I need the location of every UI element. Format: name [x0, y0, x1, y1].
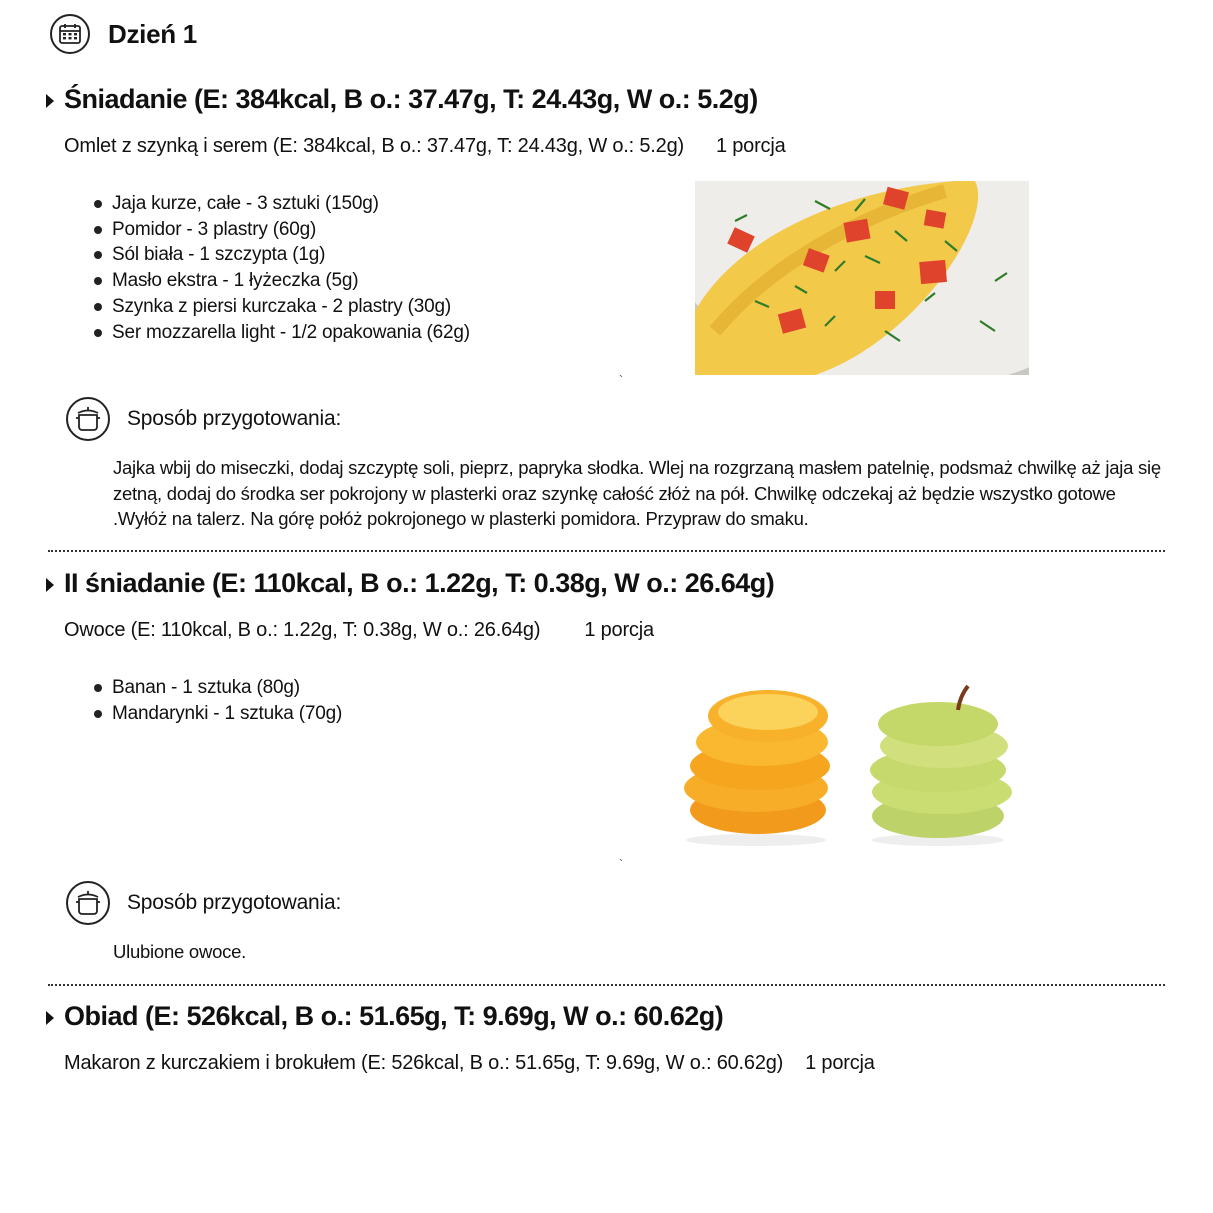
dish-portion: 1 porcja — [805, 1052, 875, 1074]
dish-line — [64, 619, 654, 642]
dish-name: Owoce (E: 110kcal, B o.: 1.22g, T: 0.38g, W o.: 26.64g) — [64, 619, 541, 641]
meal-title-text: II śniadanie (E: 110kcal, B o.: 1.22g, T: 0.38g, W o.: 26.64g) — [64, 568, 775, 598]
caret-right-icon — [46, 94, 54, 108]
prep-header — [66, 397, 341, 441]
day-title: Dzień 1 — [108, 18, 197, 49]
cooking-pot-icon — [66, 397, 110, 441]
list-item: Mandarynki - 1 sztuka (70g) — [92, 701, 342, 727]
dish-line — [64, 1052, 875, 1075]
divider — [48, 550, 1165, 552]
calendar-icon — [50, 14, 90, 54]
list-item: Jaja kurze, całe - 3 sztuki (150g) — [92, 191, 470, 217]
ingredient-list — [92, 675, 342, 726]
meal-title-lunch[interactable] — [46, 1001, 723, 1032]
dish-portion: 1 porcja — [715, 135, 786, 157]
prep-title: Sposób przygotowania: — [127, 891, 342, 914]
dish-name: Omlet z szynką i serem (E: 384kcal, B o.: 37.47g, T: 24.43g, W o.: 5.2g) — [64, 135, 684, 157]
prep-text: Ulubione owoce. — [113, 941, 247, 962]
tick-mark: ` — [619, 373, 623, 387]
list-item: Banan - 1 sztuka (80g) — [92, 675, 342, 701]
dish-name: Makaron z kurczakiem i brokułem (E: 526kcal, B o.: 51.65g, T: 9.69g, W o.: 60.62g) — [64, 1052, 784, 1074]
list-item: Ser mozzarella light - 1/2 opakowania (62g) — [92, 320, 470, 346]
prep-text: Jajka wbij do miseczki, dodaj szczyptę soli, pieprz, papryka słodka. Wlej na rozgrzaną masłem patelnię, podsmaż chwilkę aż jaja się zetną, dodaj do środka ser pokrojony w plasterki oraz szynkę całość złóż na pół. Chwilkę odczekaj aż będzie wszystko gotowe .Wyłóż na talerz. Na górę połóż pokrojonego w plasterki pomidora. Przypraw do smaku. — [113, 457, 1161, 529]
tick-mark: ` — [619, 857, 623, 871]
prep-title: Sposób przygotowania: — [127, 407, 342, 430]
list-item: Sól biała - 1 szczypta (1g) — [92, 242, 470, 268]
dish-portion: 1 porcja — [584, 619, 654, 641]
meal-title-text: Obiad (E: 526kcal, B o.: 51.65g, T: 9.69g, W o.: 60.62g) — [64, 1001, 724, 1031]
meal-title-text: Śniadanie (E: 384kcal, B o.: 37.47g, T: 24.43g, W o.: 5.2g) — [64, 84, 758, 114]
day-header — [50, 14, 197, 54]
ingredient-list — [92, 191, 470, 345]
fruit-photo — [676, 680, 1016, 850]
list-item: Masło ekstra - 1 łyżeczka (5g) — [92, 268, 470, 294]
list-item: Szynka z piersi kurczaka - 2 plastry (30g) — [92, 294, 470, 320]
list-item: Pomidor - 3 plastry (60g) — [92, 217, 470, 243]
cooking-pot-icon — [66, 881, 110, 925]
divider — [48, 984, 1165, 986]
dish-line — [64, 135, 786, 158]
meal-title-second-breakfast[interactable] — [46, 568, 774, 599]
caret-right-icon — [46, 578, 54, 592]
caret-right-icon — [46, 1011, 54, 1025]
meal-title-breakfast[interactable] — [46, 84, 758, 115]
prep-header — [66, 881, 341, 925]
omelette-photo — [695, 181, 1029, 375]
